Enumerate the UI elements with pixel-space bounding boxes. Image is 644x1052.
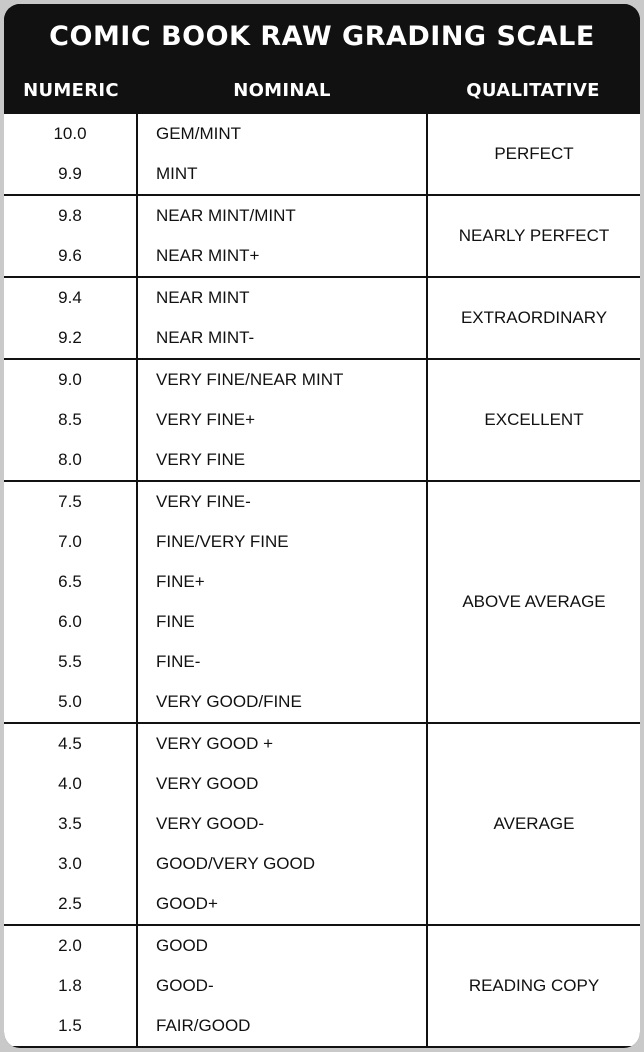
cell-nominal: FINE/VERY FINE (156, 532, 289, 551)
cell-numeric: 2.0 (4, 926, 138, 966)
cell-numeric: 5.0 (4, 682, 138, 722)
cell-nominal: VERY GOOD- (156, 814, 265, 833)
grade-group (4, 114, 640, 196)
grade-group (4, 278, 640, 360)
cell-qualitative: READING COPY (426, 926, 640, 1046)
cell-nominal: VERY FINE (156, 450, 246, 469)
cell-numeric: 5.5 (4, 642, 138, 682)
column-header-numeric: NUMERIC (23, 79, 119, 101)
cell-qualitative: EXCELLENT (426, 360, 640, 480)
grade-group-rows (4, 482, 426, 722)
cell-numeric: 1.8 (4, 966, 138, 1006)
cell-qualitative: PERFECT (426, 114, 640, 194)
cell-qualitative: NEARLY PERFECT (426, 196, 640, 276)
cell-numeric: 3.5 (4, 804, 138, 844)
table-row (4, 724, 426, 764)
cell-numeric: 9.9 (4, 154, 138, 194)
cell-qualitative: AVERAGE (426, 724, 640, 924)
table-row (4, 114, 426, 154)
grading-scale-card (4, 4, 640, 1048)
table-row (4, 318, 426, 358)
table-row (4, 844, 426, 884)
cell-nominal: FINE (156, 612, 195, 631)
table-row (4, 154, 426, 194)
table-row (4, 278, 426, 318)
table-row (4, 642, 426, 682)
cell-nominal: NEAR MINT/MINT (156, 206, 296, 225)
cell-nominal: GOOD+ (156, 894, 218, 913)
table-row (4, 196, 426, 236)
cell-numeric: 9.8 (4, 196, 138, 236)
table-row (4, 562, 426, 602)
cell-numeric: 6.5 (4, 562, 138, 602)
table-row (4, 400, 426, 440)
table-row (4, 804, 426, 844)
cell-nominal: FAIR/GOOD (156, 1016, 251, 1035)
table-row (4, 1006, 426, 1046)
cell-nominal: GOOD/VERY GOOD (156, 854, 316, 873)
cell-nominal: VERY FINE+ (156, 410, 256, 429)
grade-group (4, 482, 640, 724)
cell-nominal: GOOD (156, 936, 208, 955)
cell-numeric: 9.6 (4, 236, 138, 276)
grade-group-rows (4, 724, 426, 924)
table-row (4, 884, 426, 924)
cell-numeric: 2.5 (4, 884, 138, 924)
grade-group-rows (4, 196, 426, 276)
title-bar (4, 4, 640, 68)
cell-numeric: 6.0 (4, 602, 138, 642)
table-row (4, 440, 426, 480)
cell-numeric: 9.2 (4, 318, 138, 358)
cell-nominal: VERY FINE- (156, 492, 251, 511)
cell-numeric: 10.0 (4, 114, 138, 154)
cell-numeric: 4.0 (4, 764, 138, 804)
grading-table (4, 112, 640, 1046)
grade-group-rows (4, 360, 426, 480)
cell-qualitative: EXTRAORDINARY (426, 278, 640, 358)
grade-group-rows (4, 114, 426, 194)
grade-group (4, 724, 640, 926)
cell-nominal: NEAR MINT- (156, 328, 255, 347)
table-row (4, 926, 426, 966)
table-row (4, 236, 426, 276)
cell-nominal: VERY GOOD/FINE (156, 692, 302, 711)
table-row (4, 602, 426, 642)
cell-nominal: MINT (156, 164, 198, 183)
column-header-qualitative: QUALITATIVE (466, 79, 600, 101)
cell-numeric: 8.5 (4, 400, 138, 440)
page-title: COMIC BOOK RAW GRADING SCALE (49, 20, 595, 52)
cell-numeric: 9.0 (4, 360, 138, 400)
grade-group (4, 926, 640, 1046)
cell-numeric: 3.0 (4, 844, 138, 884)
cell-numeric: 9.4 (4, 278, 138, 318)
grade-group (4, 360, 640, 482)
table-row (4, 764, 426, 804)
cell-nominal: FINE+ (156, 572, 205, 591)
cell-numeric: 7.0 (4, 522, 138, 562)
cell-qualitative: ABOVE AVERAGE (426, 482, 640, 722)
cell-numeric: 1.5 (4, 1006, 138, 1046)
cell-numeric: 4.5 (4, 724, 138, 764)
table-row (4, 360, 426, 400)
grade-group-rows (4, 278, 426, 358)
grade-group-rows (4, 926, 426, 1046)
cell-nominal: NEAR MINT (156, 288, 250, 307)
cell-nominal: VERY GOOD (156, 774, 259, 793)
cell-nominal: GOOD- (156, 976, 214, 995)
cell-nominal: NEAR MINT+ (156, 246, 260, 265)
grade-group (4, 196, 640, 278)
table-row (4, 966, 426, 1006)
cell-nominal: FINE- (156, 652, 201, 671)
table-header-row (4, 68, 640, 112)
table-row (4, 682, 426, 722)
table-row (4, 482, 426, 522)
cell-numeric: 7.5 (4, 482, 138, 522)
cell-nominal: GEM/MINT (156, 124, 241, 143)
cell-numeric: 8.0 (4, 440, 138, 480)
column-header-nominal: NOMINAL (233, 79, 331, 101)
cell-nominal: VERY GOOD + (156, 734, 273, 753)
cell-nominal: VERY FINE/NEAR MINT (156, 370, 344, 389)
table-row (4, 522, 426, 562)
